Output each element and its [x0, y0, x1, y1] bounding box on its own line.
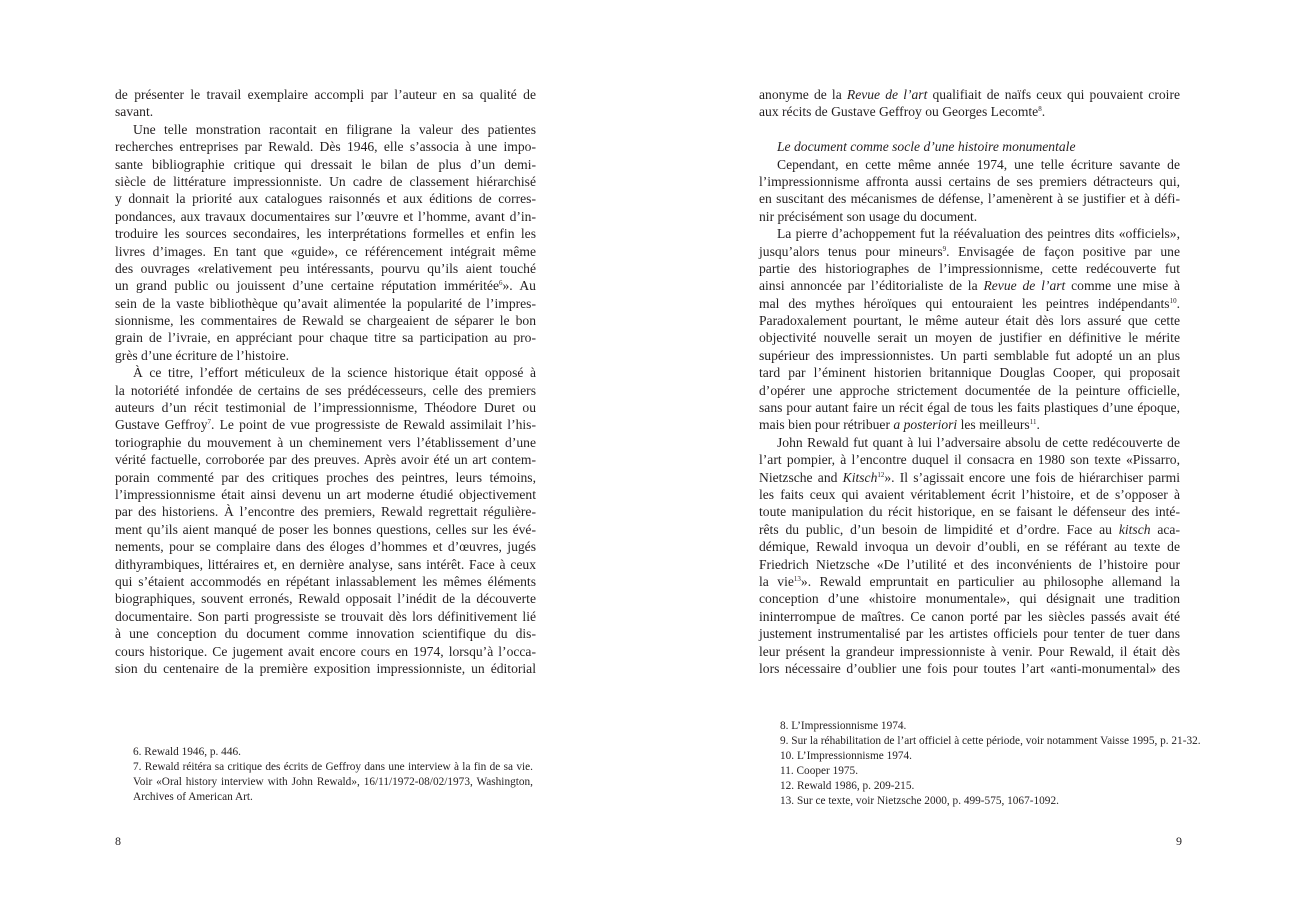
- footnote-line: 6. Rewald 1946, p. 446.: [133, 746, 241, 758]
- footnote: [780, 749, 1180, 764]
- footnote: [133, 745, 533, 760]
- text-line: Gustave Geffroy$^7$. Le point de vue progressiste de Rewald assimilait l’his-: [115, 417, 536, 433]
- footnotes: [133, 745, 533, 805]
- text-line: sante bibliographie critique qui dressait le bilan de plus d’un demi-: [115, 156, 536, 172]
- text-line: La pierre d’achoppement fut la réévaluation des peintres dits «officiels»,: [777, 226, 1180, 242]
- body-text: [759, 86, 1180, 677]
- footnote: [780, 719, 1180, 734]
- footnote-ref: 9: [942, 244, 947, 253]
- text-line: tard par l’éminent historien britannique Douglas Cooper, qui proposait: [759, 365, 1180, 381]
- text-line: sion du centenaire de la première exposition impressionniste, un éditorial: [115, 660, 536, 676]
- text-line: Friedrich Nietzsche «De l’utilité et des inconvénients de l’histoire pour: [759, 556, 1180, 572]
- text-line: savant.: [115, 104, 154, 120]
- text-line: Le document comme socle d’une histoire monumentale: [777, 139, 1076, 155]
- paragraph: [759, 86, 1180, 121]
- text-line: dithyrambiques, littéraires et, en dernière analyse, sans intérêt. Face à ceux: [115, 556, 536, 572]
- text-line: cours historique. Ce jugement avait encore cours en 1974, lorsqu’à l’occa-: [115, 643, 536, 659]
- text-line: ment qu’ils aient manqué de poser les bonnes questions, celles sur les évé-: [115, 521, 536, 537]
- paragraph: [115, 86, 536, 121]
- body-text: [115, 86, 536, 677]
- footnote: [133, 760, 533, 805]
- text-line: grain de l’ivraie, en appréciant pour chaque titre sa participation au pro-: [115, 330, 536, 346]
- section-heading: [759, 138, 1180, 155]
- footnote-line: 7. Rewald réitéra sa critique des écrits de Geffroy dans une interview à la fin de sa vie.: [133, 761, 533, 773]
- text-line: John Rewald fut quant à lui l’adversaire absolu de cette redécouverte de: [777, 434, 1180, 450]
- text-line: en suscitant des mécanismes de défense, l’amenèrent à se justifier et à défi-: [759, 191, 1180, 207]
- italic-text: Kitsch: [842, 469, 878, 485]
- footnote-line: 13. Sur ce texte, voir Nietzsche 2000, p. 499-575, 1067-1092.: [780, 795, 1059, 807]
- paragraph: [759, 225, 1180, 434]
- text-line: recherches entreprises par Rewald. Dès 1946, elle s’associa à une impo-: [115, 139, 536, 155]
- text-line: ainsi annoncée par l’éditorialiste de la Revue de l’art comme une mise à: [759, 278, 1180, 294]
- footnote-line: 8. L’Impressionnisme 1974.: [780, 720, 907, 732]
- text-line: toute manipulation du récit historique, en se faisant le défenseur des inté-: [759, 504, 1180, 520]
- text-line: lors nécessaire d’oublier une fois pour toutes l’art «anti-monumental» des: [759, 660, 1180, 676]
- text-line: la vie$^{13}$». Rewald empruntait en particulier au philosophe allemand la: [759, 573, 1180, 589]
- footnote: [780, 779, 1180, 794]
- footnote: [780, 734, 1201, 749]
- footnote-ref: 6: [499, 279, 503, 288]
- text-line: l’impressionnisme était ainsi devenu un art moderne étudié objectivement: [115, 486, 536, 502]
- footnote-ref: 12: [877, 470, 885, 479]
- page-number: 9: [1176, 834, 1182, 848]
- footnote: [780, 764, 1180, 779]
- footnote-ref: 11: [1029, 418, 1037, 427]
- text-line: un grand public ou jouissent d’une certaine réputation imméritée$^6$». Au: [115, 278, 536, 294]
- italic-text: Revue de l’art: [846, 87, 928, 102]
- footnote: [780, 794, 1180, 809]
- text-line: mal des mythes héroïques qui entouraient les peintres indépendants$^{10}$.: [759, 295, 1180, 311]
- text-line: l’impressionnisme affronta aussi certains de ses premiers détracteurs qui,: [759, 173, 1180, 189]
- page-number: 8: [115, 834, 121, 848]
- text-line: à une conception du document comme innovation scientifique du dis-: [115, 626, 536, 642]
- footnote-ref: 10: [1169, 296, 1177, 305]
- paragraph: [115, 121, 536, 364]
- italic-text: kitsch: [1118, 521, 1151, 537]
- footnote-ref: 8: [1038, 105, 1042, 114]
- text-line: Nietzsche and Kitsch$^{12}$». Il s’agissait encore une fois de hiérarchiser parmi: [759, 469, 1180, 485]
- text-line: Paradoxalement pourtant, le même auteur était dès lors assuré que cette: [759, 313, 1180, 329]
- text-line: ininterrompue de maîtres. Ce canon porté par les siècles passés avait été: [759, 608, 1180, 624]
- paragraph: [759, 434, 1180, 677]
- text-line: Une telle monstration racontait en filigrane la valeur des patientes: [133, 121, 536, 137]
- text-line: la notoriété infondée de certains de ses prédécesseurs, celle des premiers: [115, 382, 536, 398]
- footnote-line: 11. Cooper 1975.: [780, 765, 859, 777]
- text-line: des ouvrages «relativement peu intéressants, pourvu qu’ils aient touché: [115, 260, 536, 276]
- text-line: l’art pompier, à l’encontre duquel il consacra en 1980 son texte «Pissarro,: [759, 452, 1180, 468]
- text-line: les faits ceux qui avaient véritablement écrit l’histoire, et de s’opposer à: [759, 486, 1180, 502]
- text-line: À ce titre, l’effort méticuleux de la science historique était opposé à: [133, 365, 536, 381]
- text-line: toriographie du mouvement à un cheminement vers l’établissement d’une: [115, 434, 536, 450]
- text-line: porain commenté par des critiques proches des peintres, leurs témoins,: [115, 469, 536, 485]
- text-line: de présenter le travail exemplaire accompli par l’auteur en sa qualité de: [115, 87, 536, 102]
- text-line: supérieur des impressionnistes. Un parti semblable fut adopté un an plus: [759, 347, 1180, 363]
- text-line: y donnait la priorité aux catalogues raisonnés et aux éditions de corres-: [115, 191, 536, 207]
- text-line: pondances, aux travaux documentaires sur l’œuvre et l’homme, avant d’in-: [115, 208, 536, 224]
- text-line: mais bien pour rétribuer a posteriori les meilleurs$^{11}$.: [759, 417, 1040, 433]
- text-line: nements, pour se complaire dans des éloges d’hommes et d’œuvres, jugés: [115, 539, 536, 555]
- paragraph: [759, 156, 1180, 226]
- footnote-ref: 13: [793, 574, 801, 583]
- text-line: documentaire. Son parti progressiste se trouvait dès lors définitivement lié: [115, 608, 536, 624]
- paragraph: [115, 364, 536, 677]
- text-line: biographiques, souvent erronés, Rewald opposait l’inédit de la découverte: [115, 591, 536, 607]
- text-line: conception d’une «histoire monumentale», qui désignait une tradition: [759, 591, 1180, 607]
- text-line: aux récits de Gustave Geffroy ou Georges Lecomte$^8$.: [759, 104, 1046, 120]
- text-line: partie des historiographes de l’impressionnisme, cette redécouverte fut: [759, 260, 1180, 276]
- text-line: vérité factuelle, corroborée par des preuves. Après avoir été un art contem-: [115, 452, 536, 468]
- text-line: anonyme de la Revue de l’art qualifiait de naïfs ceux qui pouvaient croire: [759, 87, 1180, 102]
- text-line: d’opérer une approche strictement documentée de la peinture officielle,: [759, 382, 1180, 398]
- text-line: siècle de littérature impressionniste. Un cadre de classement hiérarchisé: [115, 173, 536, 189]
- text-line: sein de la vaste bibliothèque qu’avait alimentée la popularité de l’impres-: [115, 295, 536, 311]
- text-line: démique, Rewald invoqua un devoir d’oubli, en se référant au texte de: [759, 539, 1180, 555]
- right-page: [647, 0, 1294, 913]
- text-line: Cependant, en cette même année 1974, une telle écriture savante de: [777, 156, 1180, 172]
- footnote-line: Voir «Oral history interview with John Rewald», 16/11/1972-08/02/1973, Washington,: [133, 776, 533, 788]
- italic-text: Revue de l’art: [983, 278, 1066, 294]
- text-line: rêts du public, d’un besoin de limpidité et d’ordre. Face au kitsch aca-: [759, 521, 1180, 537]
- text-line: livres d’images. En tant que «guide», ce référencement intégrait même: [115, 243, 536, 259]
- footnote-line: 12. Rewald 1986, p. 209-215.: [780, 780, 915, 792]
- text-line: objectivité nouvelle serait un moyen de justifier en définitive le mérite: [759, 330, 1180, 346]
- text-line: qui s’étaient accommodés en répétant inlassablement les mêmes éléments: [115, 573, 536, 589]
- text-line: grès d’une écriture de l’histoire.: [115, 347, 290, 363]
- footnote-line: Archives of American Art.: [133, 791, 253, 803]
- text-line: leur présent la grandeur impressionniste à venir. Pour Rewald, il était dès: [759, 643, 1180, 659]
- text-line: par des historiens. À l’encontre des premiers, Rewald regrettait régulière-: [115, 504, 536, 520]
- italic-text: a posteriori: [893, 417, 958, 433]
- footnote-line: 10. L’Impressionnisme 1974.: [780, 750, 912, 762]
- footnote-ref: 7: [207, 418, 212, 427]
- text-line: nir précisément son usage du document.: [759, 208, 978, 224]
- text-line: sionnisme, les commentaires de Rewald se chargeaient de séparer le bon: [115, 313, 536, 329]
- footnotes: [780, 719, 1201, 809]
- text-line: justement instrumentalisé par les artistes officiels pour tenter de tuer dans: [759, 626, 1180, 642]
- text-line: troduire les sources secondaires, les interprétations formelles et enfin les: [115, 226, 536, 242]
- text-line: auteurs d’un récit testimonial de l’impressionnisme, Théodore Duret ou: [115, 400, 536, 416]
- text-line: sans pour autant faire un récit égal de tous les faits plastiques d’une époque,: [759, 400, 1180, 416]
- text-line: jusqu’alors tenus pour mineurs$^9$. Envisagée de façon positive par une: [759, 243, 1180, 259]
- footnote-line: 9. Sur la réhabilitation de l’art officiel à cette période, voir notamment Vaisse 1995, p. 21-32.: [780, 735, 1201, 747]
